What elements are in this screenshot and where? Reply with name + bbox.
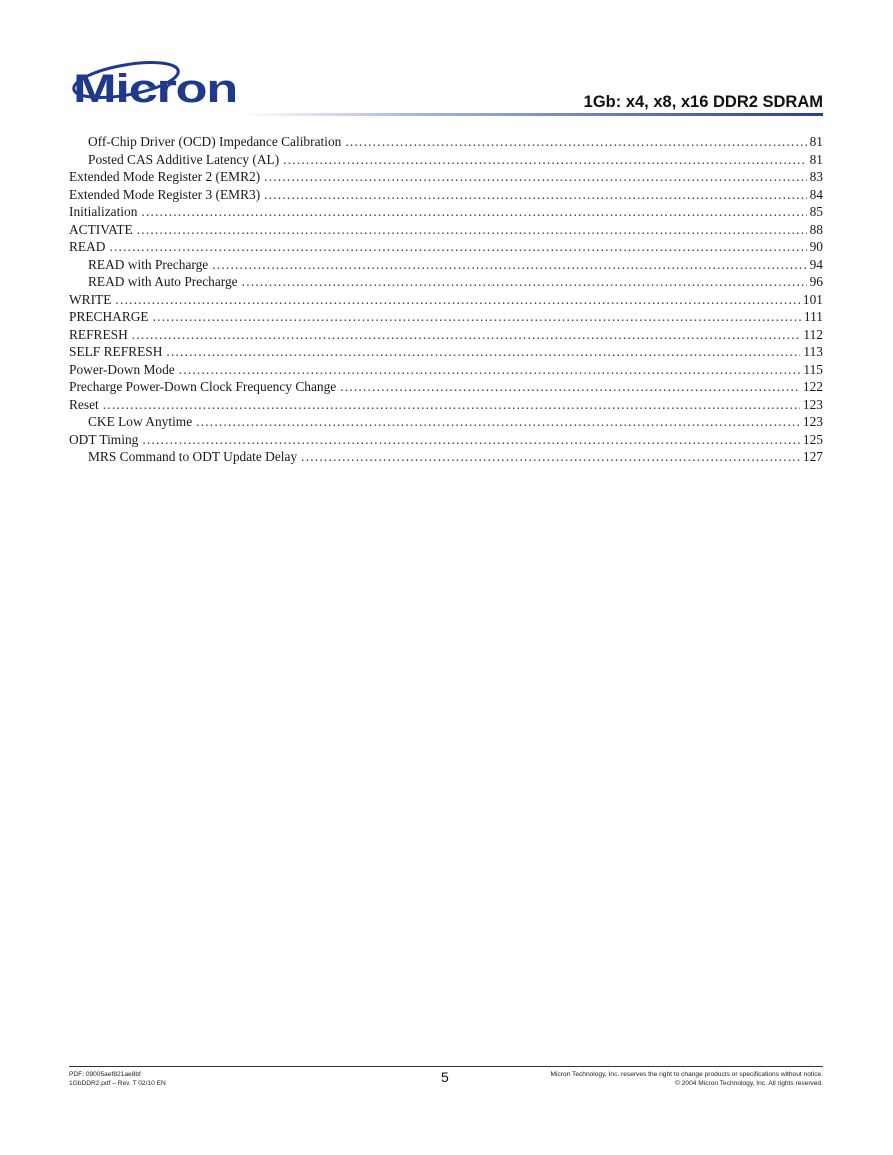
footer-legal-notice [551,1071,823,1088]
toc-entry-title: PRECHARGE [69,309,149,324]
footer-file-revision: 1GbDDR2.pdf – Rev. T 02/10 EN [69,1079,166,1087]
toc-entry[interactable] [69,361,823,379]
toc-dot-leader [264,186,806,204]
toc-dot-leader [142,431,800,449]
toc-entry-title: Extended Mode Register 2 (EMR2) [69,169,261,184]
toc-entry[interactable] [69,221,823,239]
toc-dot-leader [283,151,806,169]
toc-entry[interactable] [69,151,823,169]
toc-entry-page: 123 [802,396,823,412]
toc-entry-page: 83 [809,169,823,184]
toc-entry-page: 94 [809,256,823,272]
toc-entry[interactable] [69,396,823,414]
footer-document-info [69,1071,166,1088]
toc-entry[interactable] [69,256,823,274]
toc-entry-page: 125 [802,431,823,447]
toc-entry-page: 90 [809,239,823,254]
table-of-contents [69,133,823,466]
toc-entry-title: Initialization [69,204,138,219]
toc-dot-leader [196,413,800,431]
toc-entry-title: SELF REFRESH [69,344,163,359]
toc-dot-leader [166,343,800,361]
toc-entry-title: Precharge Power-Down Clock Frequency Change [69,379,337,394]
footer-notice-line1: Micron Technology, Inc. reserves the right to change products or specifications without notice. [550,1071,823,1078]
toc-dot-leader [301,448,800,466]
toc-dot-leader [212,256,806,274]
toc-dot-leader [345,133,806,151]
toc-entry-page: 85 [809,204,823,219]
toc-entry-title: MRS Command to ODT Update Delay [88,449,298,464]
toc-entry-page: 111 [803,309,823,324]
toc-dot-leader [141,203,806,221]
toc-entry-title: Extended Mode Register 3 (EMR3) [69,186,261,202]
toc-entry-page: 81 [809,134,823,149]
toc-dot-leader [264,168,806,186]
toc-dot-leader [137,221,807,239]
toc-dot-leader [153,308,801,326]
toc-dot-leader [109,238,806,256]
toc-dot-leader [132,326,801,344]
toc-entry-title: ODT Timing [69,431,139,447]
toc-entry[interactable] [69,431,823,449]
toc-entry-title: READ with Auto Precharge [88,274,238,289]
toc-entry[interactable] [69,378,823,396]
toc-entry-title: Reset [69,396,99,412]
toc-entry-page: 101 [802,291,823,307]
toc-entry-page: 122 [802,379,823,394]
toc-entry-page: 112 [803,326,823,342]
toc-entry-page: 123 [802,414,823,429]
toc-entry-title: Off-Chip Driver (OCD) Impedance Calibration [88,134,342,149]
toc-entry[interactable] [69,308,823,326]
footer-page-number: 5 [441,1069,449,1085]
toc-entry[interactable] [69,448,823,466]
toc-entry[interactable] [69,168,823,186]
toc-entry-page: 115 [803,361,823,377]
toc-entry-page: 81 [809,151,823,167]
toc-entry[interactable] [69,203,823,221]
footer-rule [69,1066,823,1067]
toc-dot-leader [103,396,800,414]
toc-entry[interactable] [69,186,823,204]
toc-entry[interactable] [69,291,823,309]
micron-logo [68,60,243,110]
toc-dot-leader [115,291,800,309]
document-title: 1Gb: x4, x8, x16 DDR2 SDRAM [583,93,823,111]
toc-dot-leader [242,273,807,291]
toc-dot-leader [179,361,801,379]
toc-entry-title: ACTIVATE [69,221,133,237]
toc-entry-page: 84 [809,186,823,202]
toc-entry-page: 113 [803,344,823,359]
toc-entry-title: Posted CAS Additive Latency (AL) [88,151,280,167]
footer-pdf-id: PDF: 09005aef821ae8bf [69,1071,141,1078]
toc-entry-title: REFRESH [69,326,128,342]
header-rule [242,113,823,116]
toc-entry-title: Power-Down Mode [69,361,175,377]
logo-wordmark: Micron [73,67,237,110]
toc-entry[interactable] [69,343,823,361]
toc-dot-leader [340,378,800,396]
toc-entry-title: WRITE [69,291,112,307]
toc-entry[interactable] [69,238,823,256]
toc-entry-page: 127 [802,449,823,464]
toc-entry[interactable] [69,413,823,431]
toc-entry[interactable] [69,133,823,151]
toc-entry-page: 96 [809,274,823,289]
toc-entry-page: 88 [809,221,823,237]
footer-copyright: © 2004 Micron Technology, Inc. All rights reserved. [675,1079,823,1087]
toc-entry[interactable] [69,273,823,291]
toc-entry-title: READ [69,239,106,254]
toc-entry-title: CKE Low Anytime [88,414,193,429]
toc-entry-title: READ with Precharge [88,256,209,272]
toc-entry[interactable] [69,326,823,344]
